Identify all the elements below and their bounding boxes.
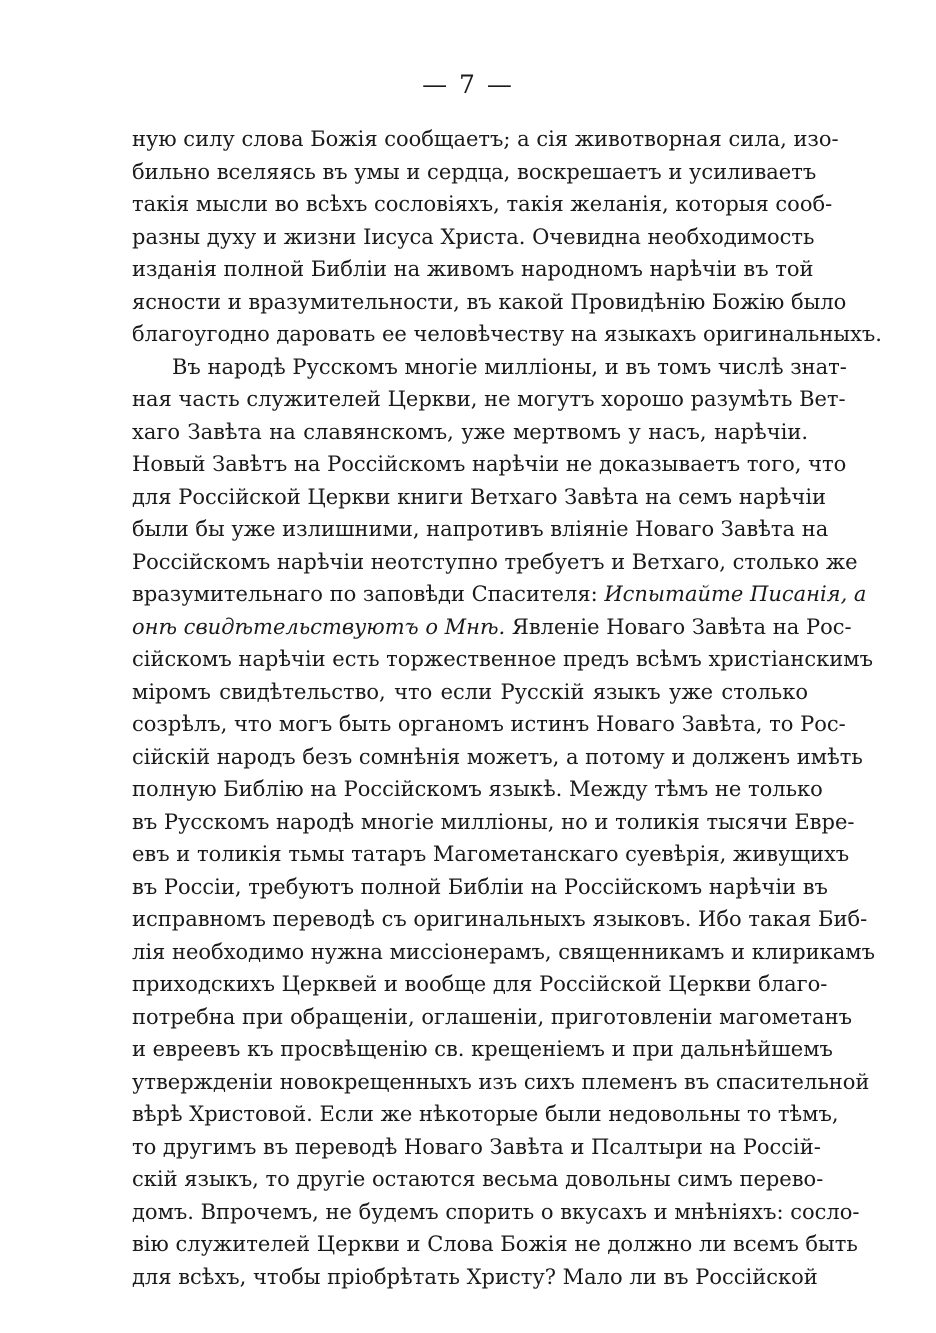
- scripture-quote: Испытайте Писанія, а: [604, 582, 867, 606]
- text-line: потребна при обращеніи, оглашеніи, приготовленіи магометанъ: [132, 1004, 852, 1029]
- text-line: скій языкъ, то другіе остаются весьма довольны симъ перево-: [132, 1167, 824, 1191]
- text-line: бильно вселяясь въ умы и сердца, воскрешаетъ и усиливаетъ: [132, 159, 817, 184]
- text-line: для всѣхъ, чтобы пріобрѣтать Христу? Мало ли въ Россійской: [132, 1264, 818, 1289]
- text-line: полную Библію на Россійскомъ языкѣ. Между тѣмъ не только: [132, 777, 823, 801]
- text-line: вѣрѣ Христовой. Если же нѣкоторые были недовольны то тѣмъ,: [132, 1102, 839, 1126]
- text-line: домъ. Впрочемъ, не будемъ спорить о вкусахъ и мнѣніяхъ: сосло-: [132, 1199, 860, 1224]
- paragraph: [132, 351, 875, 1294]
- text-line: міромъ свидѣтельство, что если Русскій языкъ уже столько: [132, 679, 808, 704]
- text-line: такія мысли во всѣхъ сословіяхъ, такія желанія, которыя сооб-: [132, 192, 833, 216]
- text-line: и евреевъ къ просвѣщенію св. крещеніемъ и при дальнѣйшемъ: [132, 1037, 833, 1061]
- text-line: вразумительнаго по заповѣди Спасителя: Испытайте Писанія, а: [132, 582, 867, 606]
- text-line: хаго Завѣта на славянскомъ, уже мертвомъ у насъ, нарѣчіи.: [132, 419, 808, 444]
- text-line: исправномъ переводѣ съ оригинальныхъ языковъ. Ибо такая Биб-: [132, 907, 868, 931]
- text-line: онѣ свидѣтельствуютъ о Мнѣ. Явленіе Новаго Завѣта на Рос-: [132, 614, 852, 639]
- text-line: въ Русскомъ народѣ многіе милліоны, но и толикія тысячи Евре-: [132, 809, 855, 834]
- text-line: то другимъ въ переводѣ Новаго Завѣта и Псалтыри на Россій-: [132, 1134, 821, 1159]
- paragraph: [132, 123, 882, 351]
- text-line: сійскій народъ безъ сомнѣнія можетъ, а потому и долженъ имѣть: [132, 744, 863, 769]
- text-line: ную силу слова Божія сообщаетъ; а сія животворная сила, изо-: [132, 127, 839, 151]
- text-line: Новый Завѣтъ на Россійскомъ нарѣчіи не доказываетъ того, что: [132, 452, 847, 476]
- page-number: — 7 —: [422, 70, 514, 99]
- scripture-quote: онѣ свидѣтельствуютъ о Мнѣ.: [132, 614, 506, 639]
- body-text: [132, 123, 882, 1293]
- text-line: изданія полной Библіи на живомъ народномъ нарѣчіи въ той: [132, 257, 814, 281]
- text-line: вію служителей Церкви и Слова Божія не должно ли всемъ быть: [132, 1232, 858, 1256]
- text-line: лія необходимо нужна миссіонерамъ, священникамъ и клирикамъ: [132, 939, 875, 964]
- text-line: утвержденіи новокрещенныхъ изъ сихъ племенъ въ спасительной: [132, 1069, 870, 1094]
- text-line: сійскомъ нарѣчіи есть торжественное предъ всѣмъ христіанскимъ: [132, 647, 873, 671]
- text-line: разны духу и жизни Іисуса Христа. Очевидна необходимость: [132, 224, 815, 249]
- text-line: Въ народѣ Русскомъ многіе милліоны, и въ томъ числѣ знат-: [172, 354, 847, 379]
- text-line: для Россійской Церкви книги Ветхаго Завѣта на семъ нарѣчіи: [132, 484, 827, 509]
- text-line: приходскихъ Церквей и вообще для Россійской Церкви благо-: [132, 972, 828, 996]
- text-line: созрѣлъ, что могъ быть органомъ истинъ Новаго Завѣта, то Рос-: [132, 712, 846, 736]
- text-line: ная часть служителей Церкви, не могутъ хорошо разумѣть Вет-: [132, 387, 846, 411]
- text-line: благоугодно даровать ее человѣчеству на языкахъ оригинальныхъ.: [132, 322, 882, 346]
- text-line: въ Россіи, требуютъ полной Библіи на Россійскомъ нарѣчіи въ: [132, 874, 828, 899]
- text-line: ясности и вразумительности, въ какой Провидѣнію Божію было: [132, 289, 847, 314]
- text-line: евъ и толикія тьмы татаръ Магометанскаго суевѣрія, живущихъ: [132, 842, 850, 866]
- text-line: были бы уже излишними, напротивъ вліяніе Новаго Завѣта на: [132, 517, 829, 541]
- text-line: Россійскомъ нарѣчіи неотступно требуетъ и Ветхаго, столько же: [132, 549, 858, 574]
